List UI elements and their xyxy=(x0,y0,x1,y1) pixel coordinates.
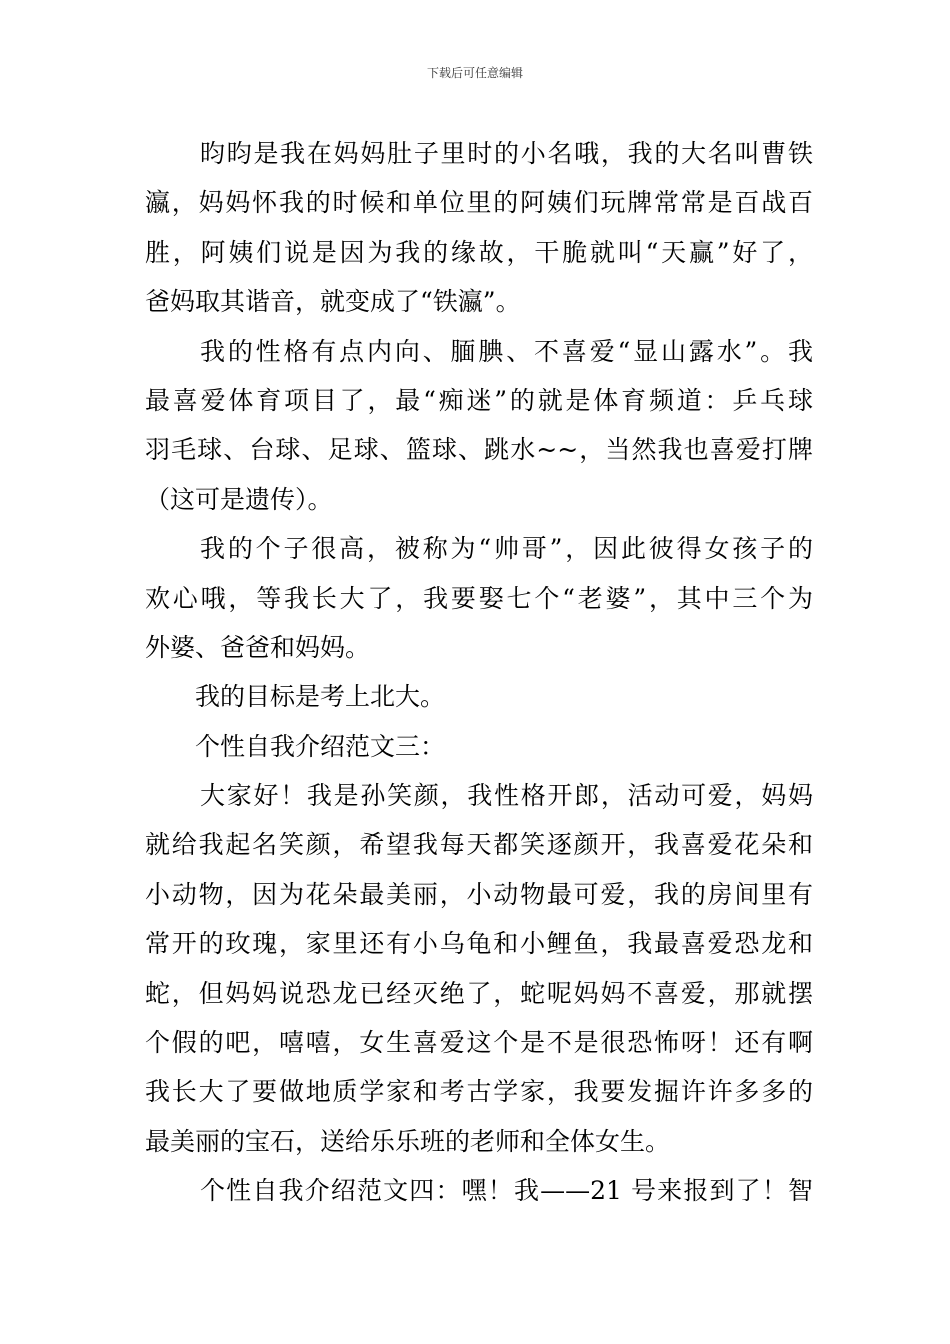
paragraph-line: 大家好！我是孙笑颜，我性格开郎，活动可爱，妈妈 xyxy=(200,781,813,811)
paragraph-line: 个性自我介绍范文四：嘿！我——21 号来报到了！智 xyxy=(200,1176,813,1206)
paragraph-line: 昀昀是我在妈妈肚子里时的小名哦，我的大名叫曹铁 xyxy=(200,139,813,168)
document-body xyxy=(145,129,813,1216)
paragraph-line: 最喜爱体育项目了，最“痴迷”的就是体育频道：乒乓球 xyxy=(145,385,813,415)
paragraph-line: 瀛，妈妈怀我的时候和单位里的阿姨们玩牌常常是百战百 xyxy=(145,188,813,218)
paragraph-line: 小动物，因为花朵最美丽，小动物最可爱，我的房间里有 xyxy=(145,879,813,909)
paragraph-line: 我的个子很高，被称为“帅哥”，因此彼得女孩子的 xyxy=(200,534,813,564)
paragraph-line: 胜，阿姨们说是因为我的缘故，干脆就叫“天赢”好了， xyxy=(145,237,813,267)
paragraph-line: 我长大了要做地质学家和考古学家，我要发掘许许多多的 xyxy=(145,1077,813,1107)
paragraph-line: 最美丽的宝石，送给乐乐班的老师和全体女生。 xyxy=(145,1126,671,1156)
paragraph-line: 常开的玫瑰，家里还有小乌龟和小鲤鱼，我最喜爱恐龙和 xyxy=(145,929,813,959)
paragraph-line: 个假的吧，嘻嘻，女生喜爱这个是不是很恐怖呀！还有啊 xyxy=(145,1028,813,1058)
paragraph-line: 羽毛球、台球、足球、篮球、跳水~~，当然我也喜爱打牌 xyxy=(145,435,813,465)
paragraph-line: 爸妈取其谐音，就变成了“铁瀛”。 xyxy=(145,287,521,317)
paragraph-line: 欢心哦，等我长大了，我要娶七个“老婆”，其中三个为 xyxy=(145,583,813,613)
paragraph-line: 就给我起名笑颜，希望我每天都笑逐颜开，我喜爱花朵和 xyxy=(145,830,813,860)
page-header: 下载后可任意编辑 xyxy=(426,66,523,80)
paragraph-line: 我的目标是考上北大。 xyxy=(195,682,446,712)
paragraph-line: 蛇，但妈妈说恐龙已经灭绝了，蛇呢妈妈不喜爱，那就摆 xyxy=(145,978,813,1008)
paragraph-line: 外婆、爸爸和妈妈。 xyxy=(145,632,371,662)
paragraph-line: 我的性格有点内向、腼腆、不喜爱“显山露水”。我 xyxy=(200,336,813,366)
section-heading: 个性自我介绍范文三： xyxy=(195,731,446,761)
paragraph-line: （这可是遗传）。 xyxy=(145,484,333,514)
